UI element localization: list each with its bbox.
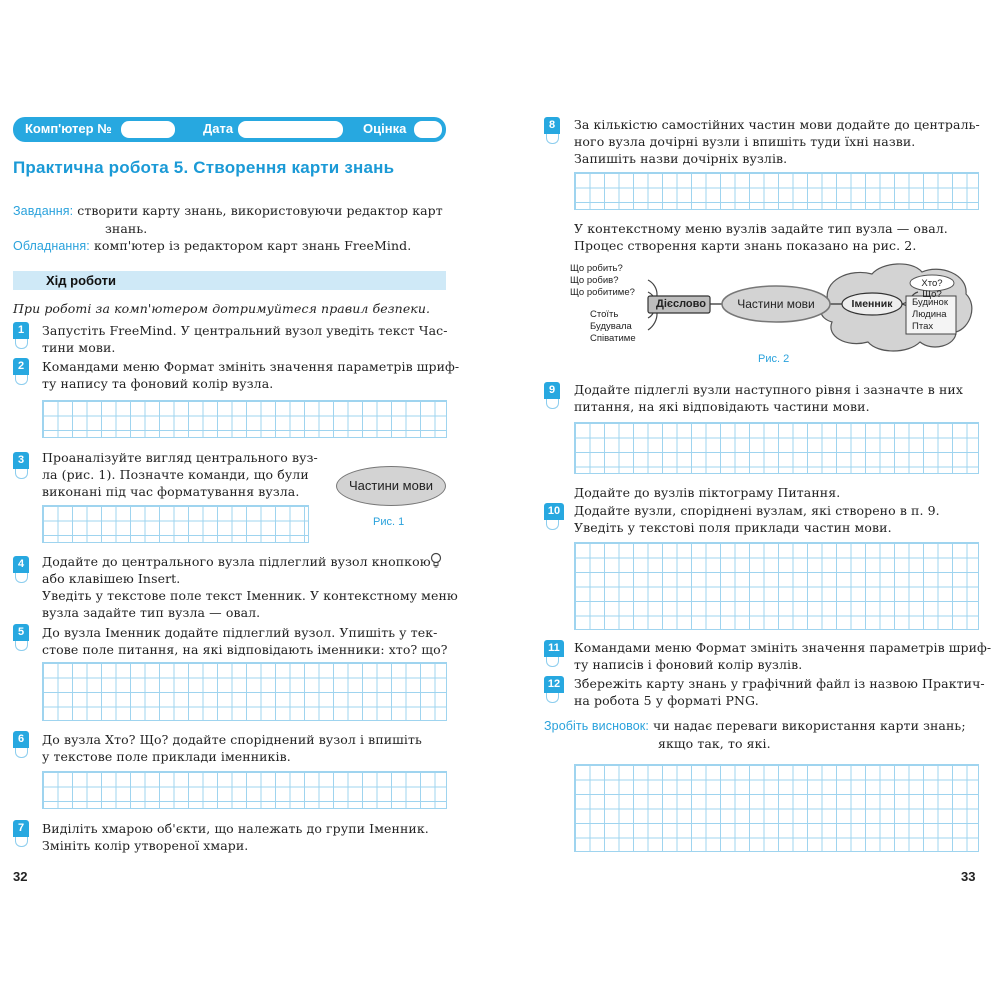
page-number-left: 32 — [13, 869, 28, 884]
fig2-noun-example: Будинок — [912, 297, 948, 308]
mouse-icon — [15, 573, 28, 583]
step-9-text: Додайте підлеглі вузли наступного рівня і зазначте в них питання, на які відповідають частини мови. — [574, 382, 963, 414]
step-number-4: 4 — [13, 556, 29, 573]
step-4-text: Додайте до центрального вузла підлеглий вузол кнопкою або клавішею Insert. Уведіть у текстове поле текст Іменник. У контекстному меню вузла задайте тип вузла — овал. — [42, 554, 458, 620]
lightbulb-icon — [430, 552, 442, 568]
fig1-caption: Рис. 1 — [373, 516, 405, 528]
fig2-verb-label: Дієслово — [656, 298, 706, 310]
mouse-icon — [15, 339, 28, 349]
mouse-icon — [546, 520, 559, 530]
fig2-verb-question: Що робив? — [570, 275, 619, 286]
step-number-5: 5 — [13, 624, 29, 641]
mouse-icon — [546, 657, 559, 667]
fig1-central-node: Частини мови — [336, 466, 446, 506]
fig2-caption: Рис. 2 — [758, 353, 790, 365]
fig2-verb-question: Що робитиме? — [570, 287, 635, 298]
computer-label: Комп'ютер № — [25, 121, 112, 136]
step-11-text: Командами меню Формат змініть значення параметрів шриф- ту написів і фоновий колір вузлів. — [574, 640, 992, 672]
date-label: Дата — [203, 121, 234, 136]
conclusion-text-1: чи надає переваги використання карти знань; — [653, 718, 966, 733]
safety-note: При роботі за комп'ютером дотримуйтеся правил безпеки. — [13, 301, 431, 316]
equipment-label: Обладнання: — [13, 239, 90, 253]
grade-label: Оцінка — [363, 121, 407, 136]
answer-grid-conclusion[interactable] — [574, 764, 979, 852]
mouse-icon — [15, 748, 28, 758]
mouse-icon — [15, 837, 28, 847]
step-2-text: Командами меню Формат змініть значення параметрів шриф- ту напису та фоновий колір вузла. — [42, 359, 460, 391]
date-field[interactable] — [238, 121, 343, 138]
step-number-12: 12 — [544, 676, 564, 693]
step-6-text: До вузла Хто? Що? додайте споріднений вузол і впишіть у текстове поле приклади іменників. — [42, 732, 422, 764]
task-label: Завдання: — [13, 204, 74, 218]
answer-grid-5[interactable] — [42, 662, 447, 721]
mouse-icon — [546, 134, 559, 144]
step-7-text: Виділіть хмарою об'єкти, що належать до групи Іменник. Змініть колір утвореної хмари. — [42, 821, 429, 853]
step-3-text: Проаналізуйте вигляд центрального вуз- ла (рис. 1). Позначте команди, що були виконані під час форматування вузла. — [42, 450, 318, 499]
fig2-noun-questions: Хто? Що? — [921, 278, 943, 300]
fig2-verb-example: Стоїть — [590, 309, 619, 320]
step-number-9: 9 — [544, 382, 560, 399]
fig2-center-label: Частини мови — [737, 297, 815, 311]
computer-number-field[interactable] — [121, 121, 175, 138]
answer-grid-2[interactable] — [42, 400, 447, 438]
step-number-11: 11 — [544, 640, 564, 657]
fig2-verb-example: Будувала — [590, 321, 632, 332]
task-block — [13, 202, 453, 237]
conclusion-block — [544, 717, 966, 752]
fig2-verb-questions — [570, 263, 635, 299]
conclusion-text-2: якщо так, то які. — [658, 736, 771, 751]
grade-field[interactable] — [414, 121, 442, 138]
step-9-note: Додайте до вузлів піктограму Питання. — [574, 485, 841, 500]
answer-grid-8[interactable] — [574, 172, 979, 210]
step-8-note: У контекстному меню вузлів задайте тип вузла — овал. Процес створення карти знань показано на рис. 2. — [574, 221, 948, 253]
conclusion-label: Зробіть висновок: — [544, 719, 649, 733]
step-number-10: 10 — [544, 503, 564, 520]
answer-grid-10[interactable] — [574, 542, 979, 630]
mouse-icon — [546, 399, 559, 409]
fig2-noun-examples — [912, 297, 948, 333]
answer-grid-9[interactable] — [574, 422, 979, 474]
step-1-text: Запустіть FreeMind. У центральний вузол уведіть текст Час- тини мови. — [42, 323, 448, 355]
page-title: Практична робота 5. Створення карти знань — [13, 158, 395, 177]
equipment-block — [13, 237, 453, 255]
answer-grid-3[interactable] — [42, 505, 309, 543]
progress-heading: Хід роботи — [46, 273, 117, 288]
fig2-noun-label: Іменник — [851, 298, 893, 310]
fig2-verb-example: Співатиме — [590, 333, 636, 344]
step-10-text: Додайте вузли, споріднені вузлам, які створено в п. 9. Уведіть у текстові поля приклади частин мови. — [574, 503, 940, 535]
step-number-2: 2 — [13, 358, 29, 375]
step-number-8: 8 — [544, 117, 560, 134]
fig2-verb-question: Що робить? — [570, 263, 623, 274]
step-5-text: До вузла Іменник додайте підлеглий вузол. Упишіть у тек- стове поле питання, на які відповідають іменники: хто? що? — [42, 625, 448, 657]
fig2-noun-example: Людина — [912, 309, 947, 320]
answer-grid-6[interactable] — [42, 771, 447, 809]
task-text-1: створити карту знань, використовуючи редактор карт — [77, 203, 443, 218]
step-number-6: 6 — [13, 731, 29, 748]
step-12-text: Збережіть карту знань у графічний файл із назвою Практич- на робота 5 у форматі PNG. — [574, 676, 985, 708]
mouse-icon — [15, 375, 28, 385]
page-number-right: 33 — [961, 869, 976, 884]
header-bar — [13, 117, 446, 142]
progress-heading-band — [13, 271, 446, 290]
step-8-text: За кількістю самостійних частин мови додайте до централь- ного вузла дочірні вузли і впишіть туди їхні назви. Запишіть назви дочірніх вузлів. — [574, 117, 980, 166]
step-number-3: 3 — [13, 452, 29, 469]
mouse-icon — [15, 469, 28, 479]
task-text-2: знань. — [105, 221, 148, 236]
step-number-1: 1 — [13, 322, 29, 339]
equipment-text: комп'ютер із редактором карт знань FreeMind. — [93, 238, 412, 253]
fig2-verb-examples — [590, 309, 636, 345]
step-number-7: 7 — [13, 820, 29, 837]
mouse-icon — [15, 641, 28, 651]
mouse-icon — [546, 693, 559, 703]
fig2-noun-example: Птах — [912, 321, 934, 332]
